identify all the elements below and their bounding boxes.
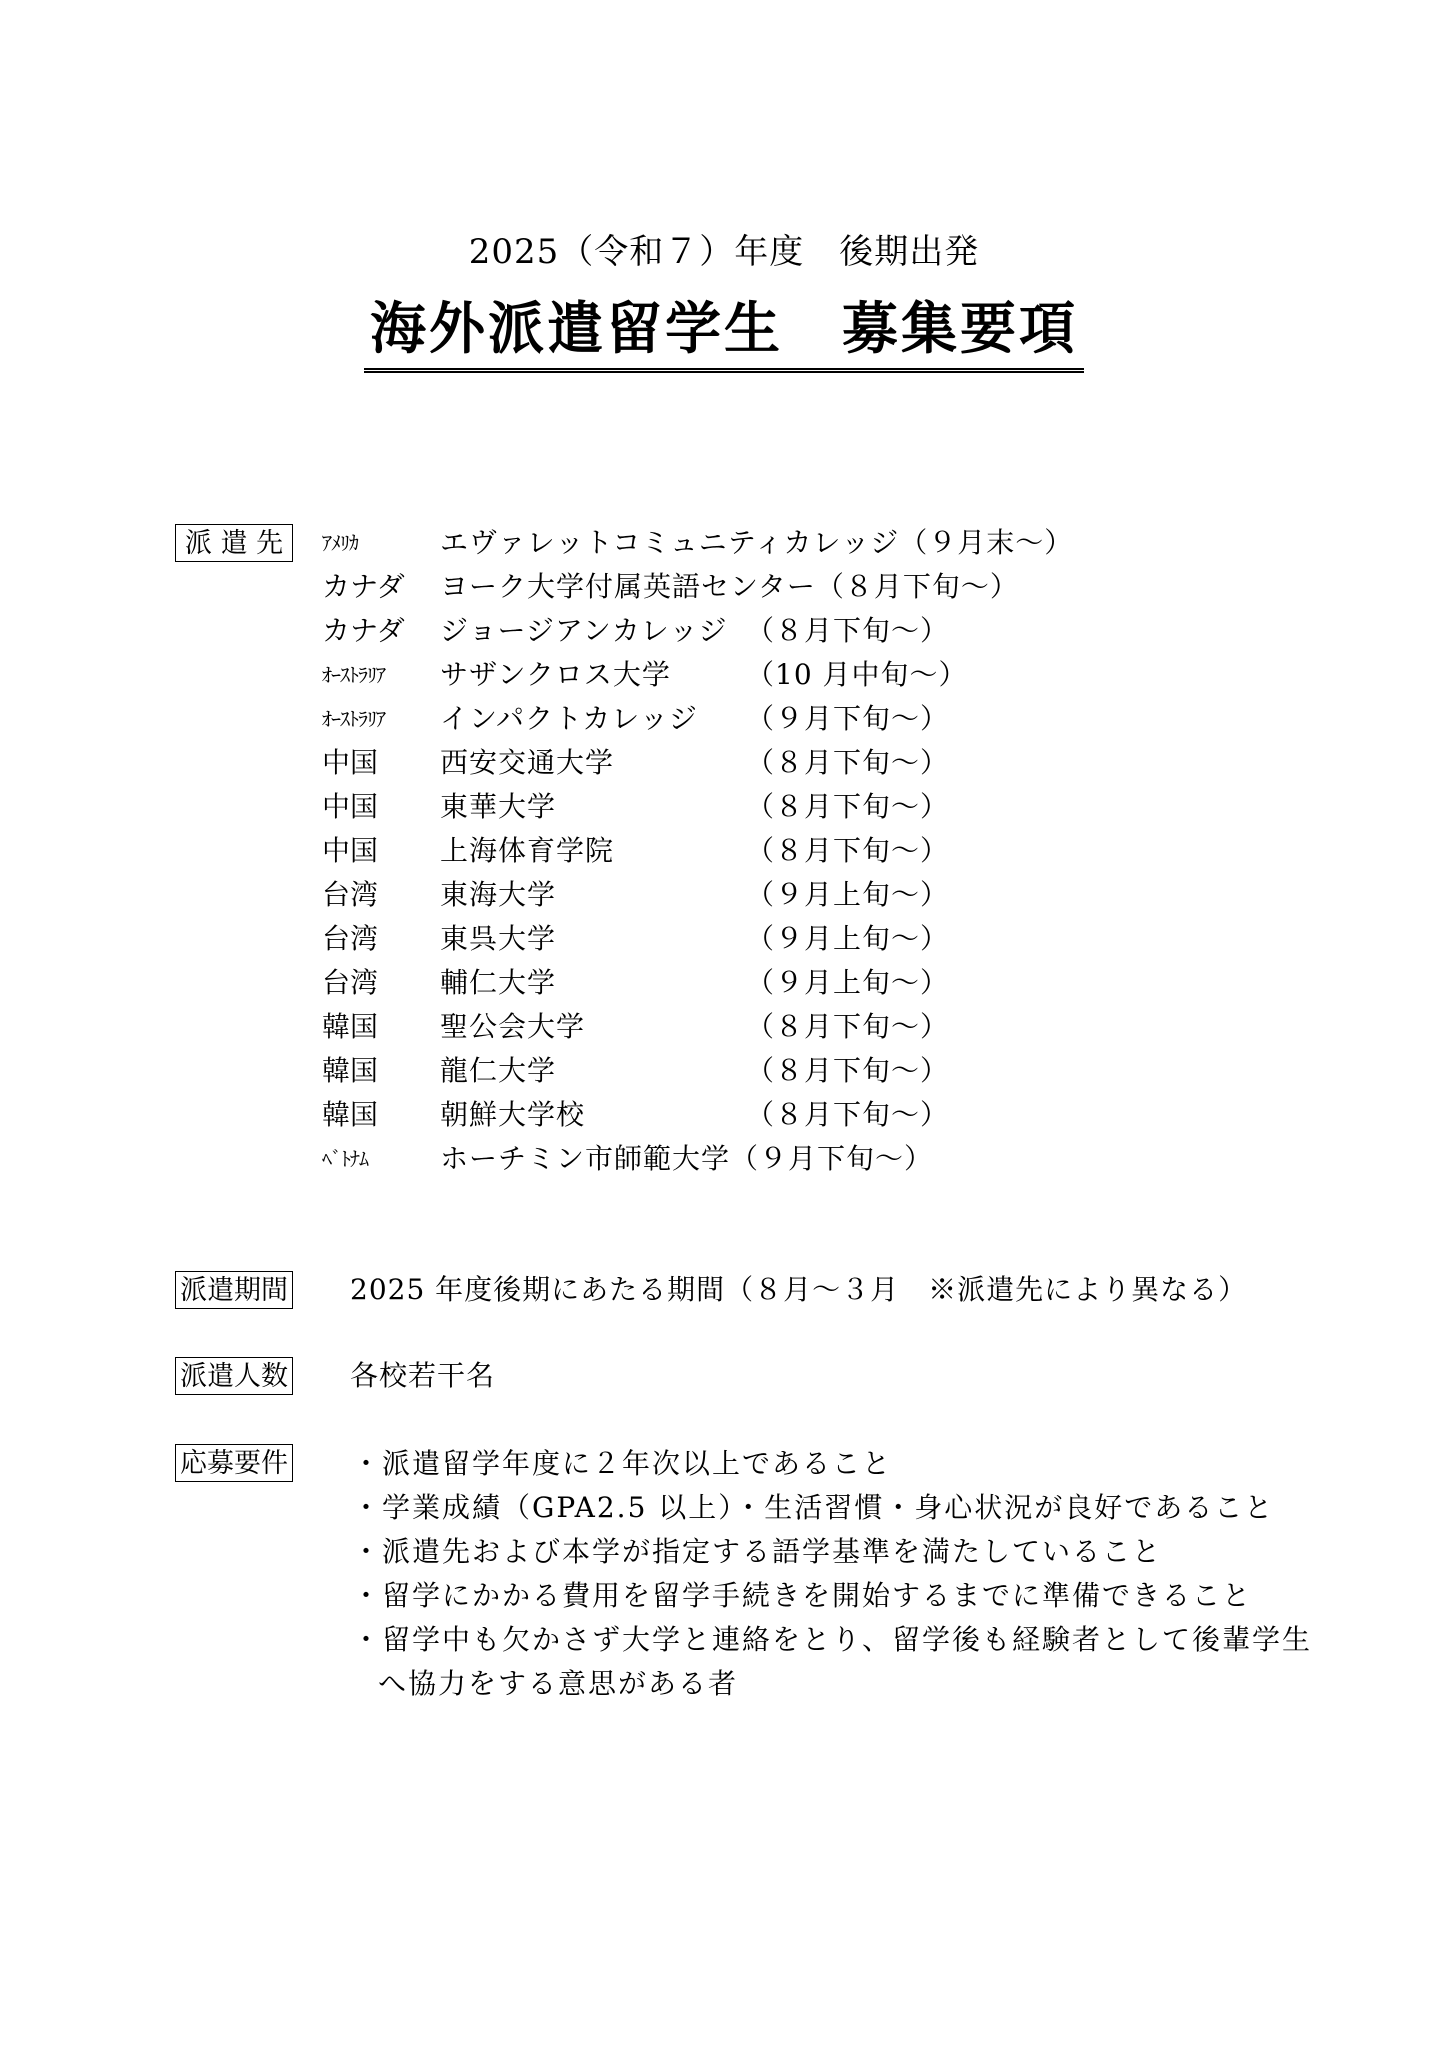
destination-period: （９月下旬～）	[730, 1142, 934, 1175]
destination-period: （８月下旬～）	[746, 1098, 950, 1131]
requirements-label: 応募要件	[175, 1444, 293, 1482]
destination-school: ホーチミン市師範大学（９月下旬～）	[440, 1142, 934, 1175]
destination-school: 西安交通大学	[440, 746, 615, 779]
destinations-label: 派 遣 先	[175, 524, 293, 562]
destination-school: 東華大学	[440, 790, 557, 823]
requirement-item: ・留学中も欠かさず大学と連絡をとり、留学後も経験者として後輩学生	[352, 1623, 1313, 1656]
title-wrapper	[0, 292, 1448, 373]
destination-period: （８月下旬～）	[746, 1054, 950, 1087]
destination-country: 台湾	[322, 878, 379, 911]
destination-period: （８月下旬～）	[746, 834, 950, 867]
destination-country: ｵｰｽﾄﾗﾘｱ	[322, 707, 385, 731]
period-label: 派遣期間	[175, 1271, 293, 1309]
destination-period: （９月下旬～）	[746, 702, 950, 735]
headcount-label: 派遣人数	[175, 1357, 293, 1395]
requirement-item: ・留学にかかる費用を留学手続きを開始するまでに準備できること	[352, 1579, 1253, 1612]
requirement-item: へ協力をする意思がある者	[378, 1667, 739, 1700]
destination-school: 東呉大学	[440, 922, 557, 955]
destination-period: （８月下旬～）	[746, 614, 950, 647]
destination-period: （９月上旬～）	[746, 878, 950, 911]
destination-school: 東海大学	[440, 878, 557, 911]
destination-period: （８月下旬～）	[746, 746, 950, 779]
destination-country: ﾍﾞﾄﾅﾑ	[322, 1147, 368, 1171]
destination-school: 朝鮮大学校	[440, 1098, 586, 1131]
destination-period: （９月末～）	[899, 526, 1074, 559]
destination-country: ｱﾒﾘｶ	[322, 531, 358, 555]
destination-period: （９月上旬～）	[746, 966, 950, 999]
destination-country: 中国	[322, 746, 379, 779]
destination-country: 韓国	[322, 1098, 379, 1131]
destination-country: 台湾	[322, 966, 379, 999]
destination-school: インパクトカレッジ	[440, 702, 698, 735]
destination-school: ヨーク大学付属英語センター（８月下旬～）	[440, 570, 1019, 603]
destination-country: 韓国	[322, 1010, 379, 1043]
headcount-text: 各校若干名	[350, 1359, 496, 1392]
destination-country: カナダ	[322, 614, 405, 647]
destination-country: 台湾	[322, 922, 379, 955]
destination-school: エヴァレットコミュニティカレッジ（９月末～）	[440, 526, 1074, 559]
period-text: 2025 年度後期にあたる期間（８月～３月 ※派遣先により異なる）	[350, 1273, 1248, 1306]
destination-school: 輔仁大学	[440, 966, 557, 999]
destination-country: 中国	[322, 834, 379, 867]
destination-school: 龍仁大学	[440, 1054, 557, 1087]
document-title: 海外派遣留学生 募集要項	[364, 292, 1084, 373]
destination-country: 中国	[322, 790, 379, 823]
destination-school: 上海体育学院	[440, 834, 615, 867]
destination-period: （10 月中旬～）	[746, 658, 968, 691]
requirement-item: ・学業成績（GPA2.5 以上）・生活習慣・身心状況が良好であること	[352, 1491, 1275, 1524]
destination-school: 聖公会大学	[440, 1010, 586, 1043]
document-subtitle: 2025（令和７）年度 後期出発	[468, 232, 980, 272]
destination-country: カナダ	[322, 570, 405, 603]
destination-country: 韓国	[322, 1054, 379, 1087]
destination-country: ｵｰｽﾄﾗﾘｱ	[322, 663, 385, 687]
destination-period: （８月下旬～）	[815, 570, 1019, 603]
destination-period: （８月下旬～）	[746, 1010, 950, 1043]
requirement-item: ・派遣留学年度に２年次以上であること	[352, 1447, 893, 1480]
destination-period: （９月上旬～）	[746, 922, 950, 955]
destination-period: （８月下旬～）	[746, 790, 950, 823]
destination-school: サザンクロス大学	[440, 658, 671, 691]
requirement-item: ・派遣先および本学が指定する語学基準を満たしていること	[352, 1535, 1163, 1568]
destination-school: ジョージアンカレッジ	[440, 614, 728, 647]
